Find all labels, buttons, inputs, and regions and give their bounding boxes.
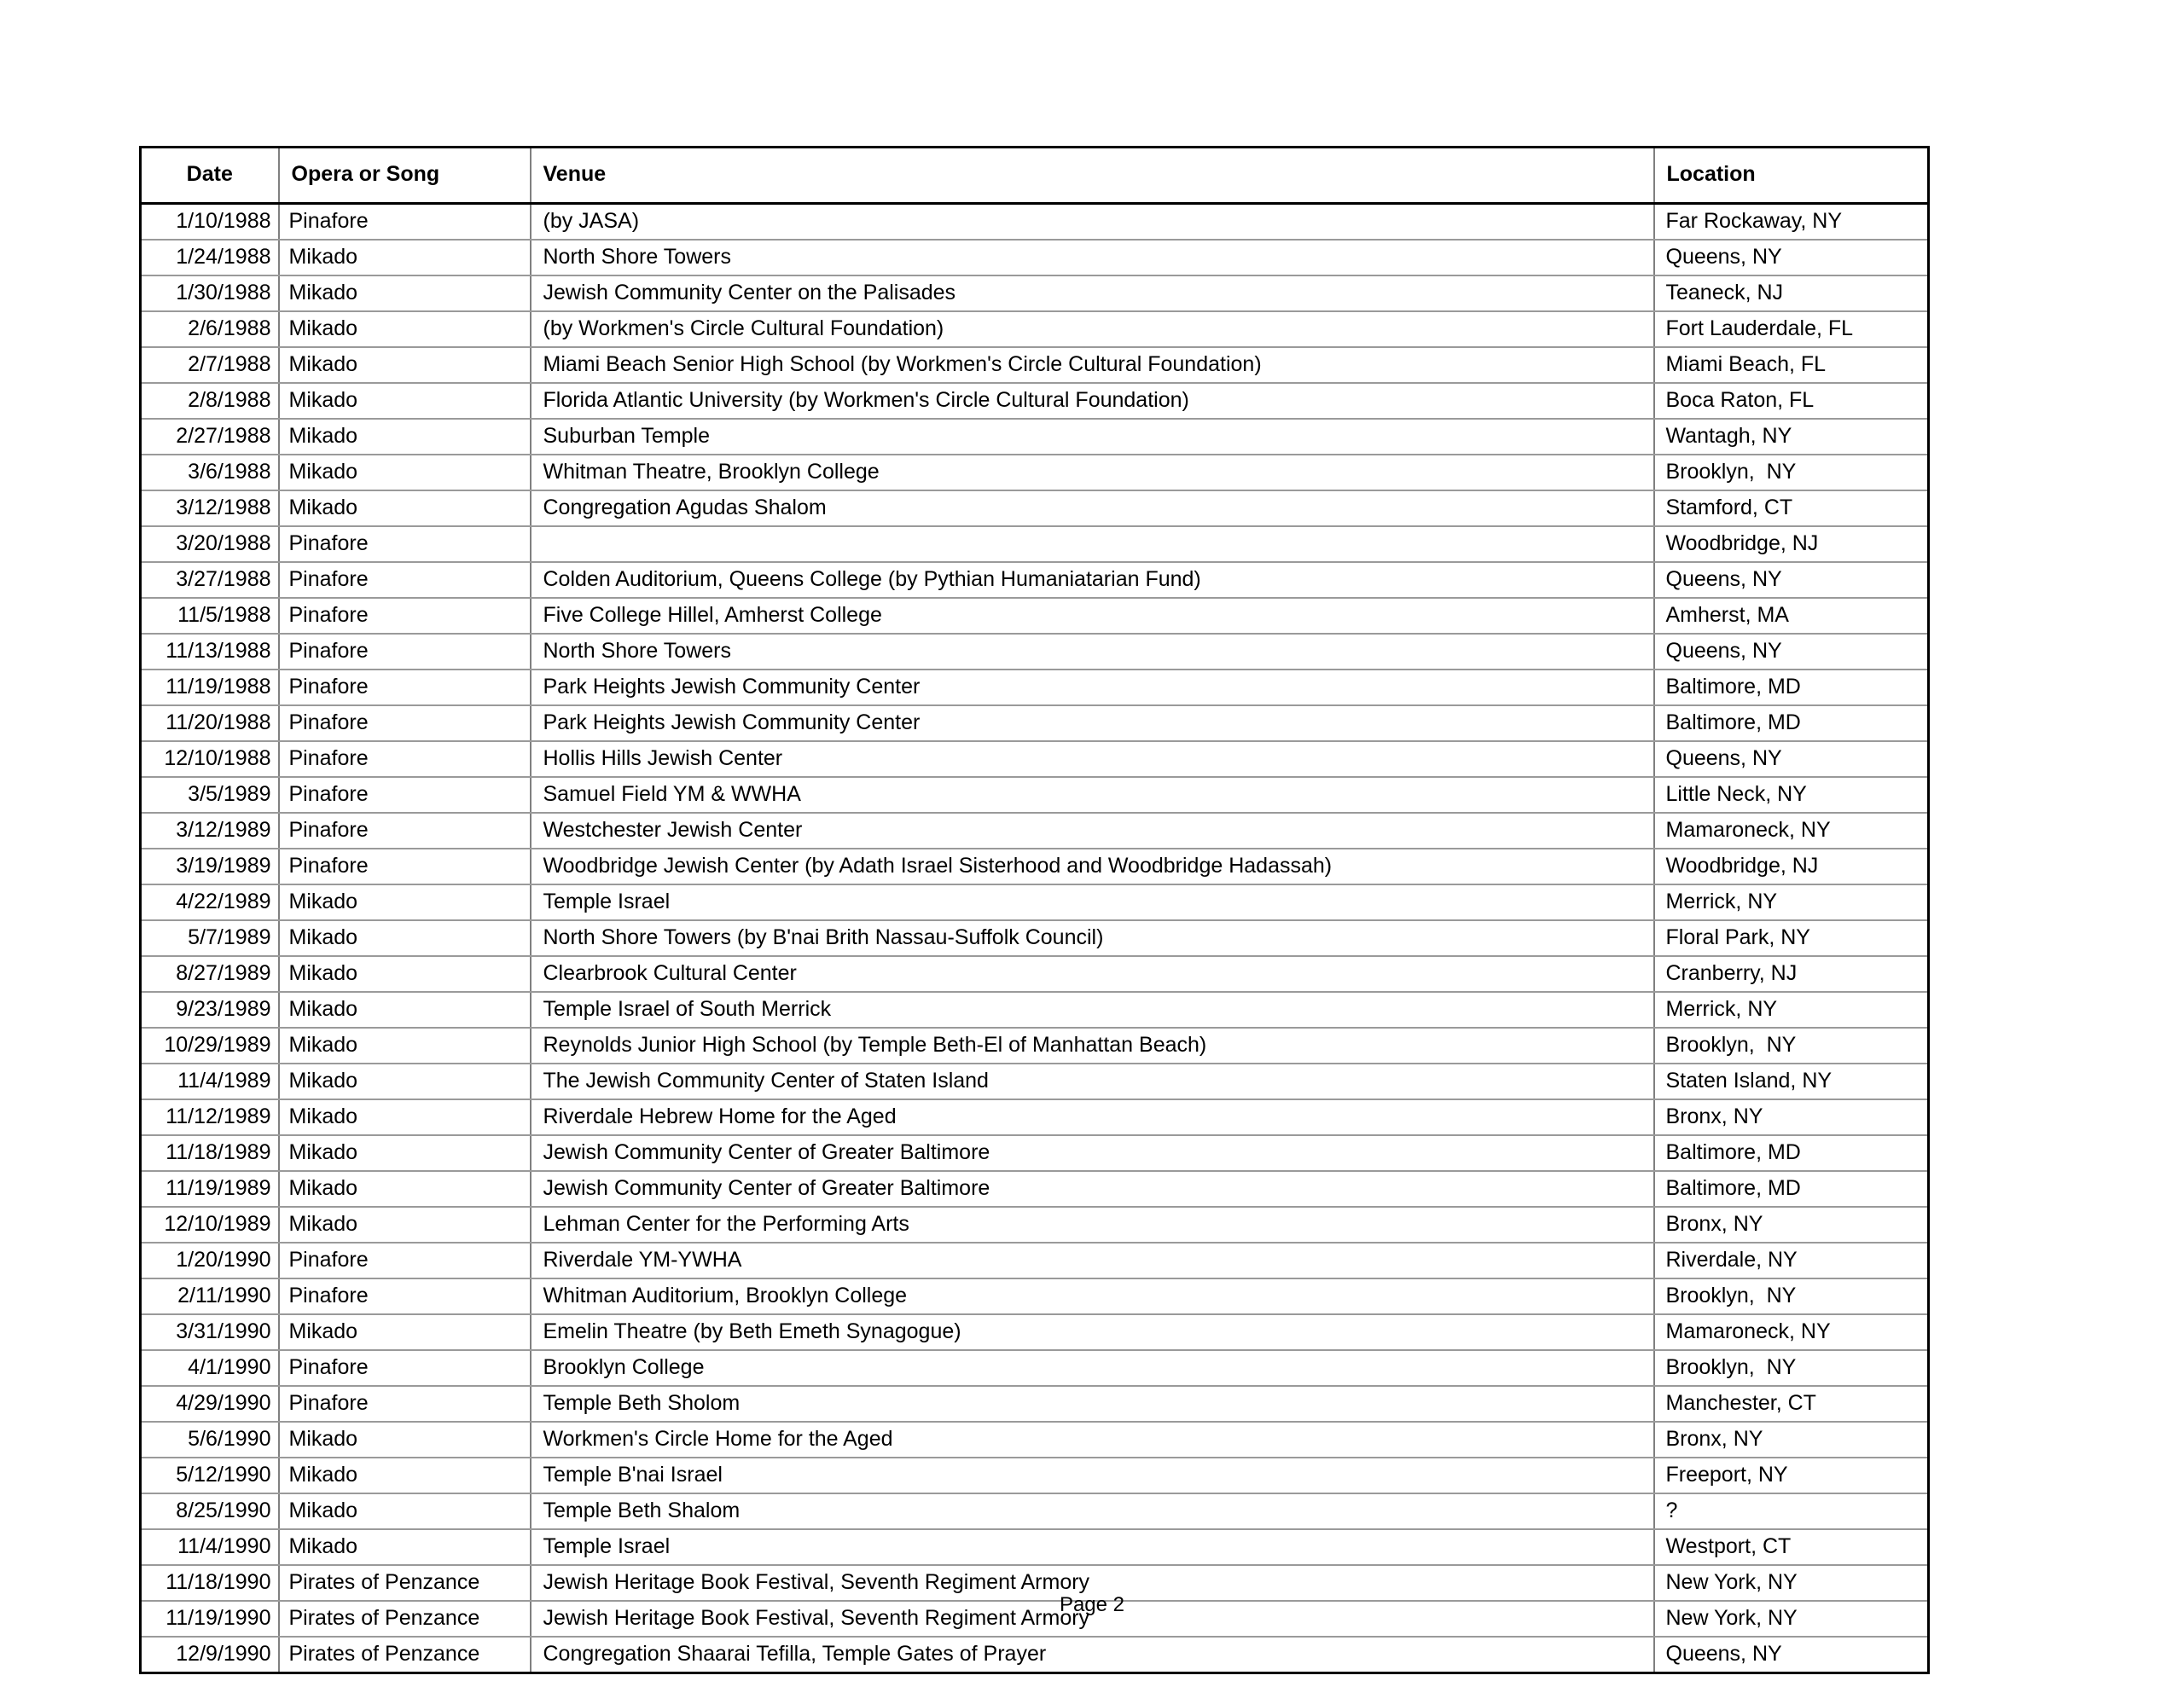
cell-venue: Jewish Heritage Book Festival, Seventh Regiment Armory <box>531 1601 1654 1637</box>
table-row <box>141 1314 1929 1350</box>
table-row <box>141 1243 1929 1278</box>
table-row <box>141 311 1929 347</box>
cell-date: 4/1/1990 <box>141 1350 279 1386</box>
column-header-opera: Opera or Song <box>279 148 531 204</box>
cell-opera: Pinafore <box>279 562 531 598</box>
cell-opera: Mikado <box>279 1135 531 1171</box>
cell-location: Queens, NY <box>1654 634 1929 670</box>
table-row <box>141 1350 1929 1386</box>
cell-opera: Mikado <box>279 347 531 383</box>
cell-venue: Samuel Field YM & WWHA <box>531 777 1654 813</box>
cell-opera: Pinafore <box>279 813 531 849</box>
cell-location: Woodbridge, NJ <box>1654 526 1929 562</box>
cell-opera: Pirates of Penzance <box>279 1637 531 1673</box>
cell-date: 3/12/1988 <box>141 490 279 526</box>
cell-opera: Pirates of Penzance <box>279 1601 531 1637</box>
cell-venue: Temple Beth Sholom <box>531 1386 1654 1422</box>
cell-opera: Mikado <box>279 419 531 455</box>
cell-opera: Mikado <box>279 1422 531 1458</box>
cell-location: Westport, CT <box>1654 1529 1929 1565</box>
cell-date: 11/19/1988 <box>141 670 279 705</box>
cell-opera: Pinafore <box>279 1350 531 1386</box>
cell-location: Woodbridge, NJ <box>1654 849 1929 884</box>
table-row <box>141 240 1929 275</box>
table-row <box>141 1529 1929 1565</box>
cell-opera: Mikado <box>279 1028 531 1064</box>
cell-date: 2/11/1990 <box>141 1278 279 1314</box>
cell-venue: Five College Hillel, Amherst College <box>531 598 1654 634</box>
table-header <box>141 148 1929 204</box>
cell-date: 10/29/1989 <box>141 1028 279 1064</box>
table-row <box>141 884 1929 920</box>
table-row <box>141 992 1929 1028</box>
cell-opera: Pinafore <box>279 1243 531 1278</box>
cell-date: 11/20/1988 <box>141 705 279 741</box>
cell-location: Manchester, CT <box>1654 1386 1929 1422</box>
cell-location: Stamford, CT <box>1654 490 1929 526</box>
cell-opera: Mikado <box>279 1099 531 1135</box>
table-row <box>141 490 1929 526</box>
cell-location: Baltimore, MD <box>1654 1171 1929 1207</box>
cell-location: Merrick, NY <box>1654 884 1929 920</box>
cell-opera: Pinafore <box>279 777 531 813</box>
cell-location: Brooklyn, NY <box>1654 1350 1929 1386</box>
cell-location: New York, NY <box>1654 1565 1929 1601</box>
cell-venue: Riverdale Hebrew Home for the Aged <box>531 1099 1654 1135</box>
cell-opera: Pinafore <box>279 849 531 884</box>
cell-location: Bronx, NY <box>1654 1422 1929 1458</box>
cell-location: Queens, NY <box>1654 240 1929 275</box>
table-row <box>141 526 1929 562</box>
cell-opera: Pinafore <box>279 526 531 562</box>
cell-date: 3/20/1988 <box>141 526 279 562</box>
cell-date: 12/10/1989 <box>141 1207 279 1243</box>
cell-location: Fort Lauderdale, FL <box>1654 311 1929 347</box>
cell-venue: Jewish Community Center of Greater Baltimore <box>531 1135 1654 1171</box>
cell-opera: Mikado <box>279 240 531 275</box>
table-row <box>141 1207 1929 1243</box>
table-row <box>141 813 1929 849</box>
table-row <box>141 1458 1929 1493</box>
cell-opera: Mikado <box>279 1493 531 1529</box>
cell-opera: Mikado <box>279 1171 531 1207</box>
table-row <box>141 275 1929 311</box>
table-row <box>141 956 1929 992</box>
cell-date: 3/12/1989 <box>141 813 279 849</box>
cell-date: 11/4/1990 <box>141 1529 279 1565</box>
cell-location: Floral Park, NY <box>1654 920 1929 956</box>
cell-opera: Pinafore <box>279 634 531 670</box>
cell-location: Far Rockaway, NY <box>1654 204 1929 241</box>
table-row <box>141 1422 1929 1458</box>
cell-venue: Congregation Shaarai Tefilla, Temple Gates of Prayer <box>531 1637 1654 1673</box>
cell-venue: Park Heights Jewish Community Center <box>531 705 1654 741</box>
cell-location: Baltimore, MD <box>1654 705 1929 741</box>
cell-venue: Suburban Temple <box>531 419 1654 455</box>
cell-venue <box>531 526 1654 562</box>
cell-location: Brooklyn, NY <box>1654 1278 1929 1314</box>
cell-opera: Pinafore <box>279 1386 531 1422</box>
cell-opera: Mikado <box>279 1064 531 1099</box>
cell-opera: Pinafore <box>279 741 531 777</box>
cell-venue: Woodbridge Jewish Center (by Adath Israel Sisterhood and Woodbridge Hadassah) <box>531 849 1654 884</box>
cell-date: 8/25/1990 <box>141 1493 279 1529</box>
cell-date: 5/7/1989 <box>141 920 279 956</box>
cell-venue: Colden Auditorium, Queens College (by Pythian Humaniatarian Fund) <box>531 562 1654 598</box>
cell-opera: Pinafore <box>279 670 531 705</box>
cell-venue: Hollis Hills Jewish Center <box>531 741 1654 777</box>
cell-opera: Mikado <box>279 383 531 419</box>
cell-location: Little Neck, NY <box>1654 777 1929 813</box>
cell-location: Baltimore, MD <box>1654 1135 1929 1171</box>
cell-date: 11/13/1988 <box>141 634 279 670</box>
cell-location: Mamaroneck, NY <box>1654 1314 1929 1350</box>
cell-venue: Whitman Auditorium, Brooklyn College <box>531 1278 1654 1314</box>
cell-venue: Florida Atlantic University (by Workmen's Circle Cultural Foundation) <box>531 383 1654 419</box>
table-row <box>141 204 1929 241</box>
table-row <box>141 670 1929 705</box>
table-row <box>141 383 1929 419</box>
table-row <box>141 777 1929 813</box>
table-row <box>141 347 1929 383</box>
cell-location: Teaneck, NJ <box>1654 275 1929 311</box>
cell-location: Baltimore, MD <box>1654 670 1929 705</box>
cell-venue: Jewish Heritage Book Festival, Seventh Regiment Armory <box>531 1565 1654 1601</box>
cell-location: Freeport, NY <box>1654 1458 1929 1493</box>
cell-date: 11/19/1989 <box>141 1171 279 1207</box>
cell-venue: North Shore Towers (by B'nai Brith Nassau-Suffolk Council) <box>531 920 1654 956</box>
cell-date: 11/4/1989 <box>141 1064 279 1099</box>
performance-schedule-table <box>139 146 1930 1674</box>
cell-opera: Mikado <box>279 1207 531 1243</box>
cell-location: ? <box>1654 1493 1929 1529</box>
cell-date: 3/31/1990 <box>141 1314 279 1350</box>
cell-opera: Mikado <box>279 1314 531 1350</box>
table-row <box>141 455 1929 490</box>
cell-venue: The Jewish Community Center of Staten Island <box>531 1064 1654 1099</box>
schedule-table-container <box>139 146 1927 1674</box>
cell-date: 1/10/1988 <box>141 204 279 241</box>
cell-date: 3/6/1988 <box>141 455 279 490</box>
cell-opera: Mikado <box>279 275 531 311</box>
cell-opera: Mikado <box>279 455 531 490</box>
cell-venue: Miami Beach Senior High School (by Workmen's Circle Cultural Foundation) <box>531 347 1654 383</box>
cell-venue: Jewish Community Center of Greater Baltimore <box>531 1171 1654 1207</box>
cell-date: 2/27/1988 <box>141 419 279 455</box>
cell-location: Mamaroneck, NY <box>1654 813 1929 849</box>
cell-date: 9/23/1989 <box>141 992 279 1028</box>
table-row <box>141 634 1929 670</box>
cell-venue: Temple Beth Shalom <box>531 1493 1654 1529</box>
cell-venue: Jewish Community Center on the Palisades <box>531 275 1654 311</box>
cell-opera: Mikado <box>279 992 531 1028</box>
cell-venue: Clearbrook Cultural Center <box>531 956 1654 992</box>
cell-date: 4/29/1990 <box>141 1386 279 1422</box>
cell-location: Amherst, MA <box>1654 598 1929 634</box>
cell-date: 5/12/1990 <box>141 1458 279 1493</box>
cell-date: 11/12/1989 <box>141 1099 279 1135</box>
table-header-row <box>141 148 1929 204</box>
cell-opera: Mikado <box>279 1458 531 1493</box>
cell-opera: Mikado <box>279 956 531 992</box>
cell-location: New York, NY <box>1654 1601 1929 1637</box>
cell-location: Riverdale, NY <box>1654 1243 1929 1278</box>
cell-location: Brooklyn, NY <box>1654 455 1929 490</box>
table-row <box>141 1278 1929 1314</box>
table-row <box>141 598 1929 634</box>
cell-venue: Westchester Jewish Center <box>531 813 1654 849</box>
column-header-venue: Venue <box>531 148 1654 204</box>
cell-venue: Congregation Agudas Shalom <box>531 490 1654 526</box>
cell-venue: Park Heights Jewish Community Center <box>531 670 1654 705</box>
cell-date: 1/20/1990 <box>141 1243 279 1278</box>
cell-date: 1/30/1988 <box>141 275 279 311</box>
cell-venue: North Shore Towers <box>531 240 1654 275</box>
table-row <box>141 705 1929 741</box>
cell-date: 2/8/1988 <box>141 383 279 419</box>
cell-location: Boca Raton, FL <box>1654 383 1929 419</box>
cell-location: Queens, NY <box>1654 741 1929 777</box>
cell-date: 3/19/1989 <box>141 849 279 884</box>
cell-venue: Workmen's Circle Home for the Aged <box>531 1422 1654 1458</box>
cell-venue: North Shore Towers <box>531 634 1654 670</box>
cell-location: Staten Island, NY <box>1654 1064 1929 1099</box>
cell-date: 8/27/1989 <box>141 956 279 992</box>
cell-location: Bronx, NY <box>1654 1207 1929 1243</box>
cell-location: Queens, NY <box>1654 562 1929 598</box>
cell-location: Cranberry, NJ <box>1654 956 1929 992</box>
cell-venue: Whitman Theatre, Brooklyn College <box>531 455 1654 490</box>
cell-location: Miami Beach, FL <box>1654 347 1929 383</box>
table-row <box>141 1637 1929 1673</box>
table-row <box>141 920 1929 956</box>
table-row <box>141 1493 1929 1529</box>
cell-venue: (by Workmen's Circle Cultural Foundation) <box>531 311 1654 347</box>
cell-venue: Emelin Theatre (by Beth Emeth Synagogue) <box>531 1314 1654 1350</box>
cell-venue: Temple Israel <box>531 1529 1654 1565</box>
cell-date: 11/18/1990 <box>141 1565 279 1601</box>
cell-venue: Lehman Center for the Performing Arts <box>531 1207 1654 1243</box>
cell-opera: Pinafore <box>279 598 531 634</box>
cell-opera: Pinafore <box>279 204 531 241</box>
cell-opera: Mikado <box>279 884 531 920</box>
cell-date: 4/22/1989 <box>141 884 279 920</box>
cell-opera: Mikado <box>279 311 531 347</box>
cell-opera: Pinafore <box>279 705 531 741</box>
table-body <box>141 204 1929 1673</box>
cell-opera: Pinafore <box>279 1278 531 1314</box>
cell-venue: Temple Israel <box>531 884 1654 920</box>
cell-date: 3/27/1988 <box>141 562 279 598</box>
cell-venue: Temple B'nai Israel <box>531 1458 1654 1493</box>
column-header-location: Location <box>1654 148 1929 204</box>
cell-venue: Riverdale YM-YWHA <box>531 1243 1654 1278</box>
cell-venue: Brooklyn College <box>531 1350 1654 1386</box>
cell-date: 11/5/1988 <box>141 598 279 634</box>
cell-date: 12/10/1988 <box>141 741 279 777</box>
cell-location: Brooklyn, NY <box>1654 1028 1929 1064</box>
cell-location: Bronx, NY <box>1654 1099 1929 1135</box>
table-row <box>141 849 1929 884</box>
cell-venue: Temple Israel of South Merrick <box>531 992 1654 1028</box>
table-row <box>141 741 1929 777</box>
cell-date: 12/9/1990 <box>141 1637 279 1673</box>
table-row <box>141 1171 1929 1207</box>
table-row <box>141 1099 1929 1135</box>
table-row <box>141 1064 1929 1099</box>
cell-location: Wantagh, NY <box>1654 419 1929 455</box>
column-header-date: Date <box>141 148 279 204</box>
cell-date: 11/18/1989 <box>141 1135 279 1171</box>
cell-opera: Mikado <box>279 920 531 956</box>
cell-date: 2/6/1988 <box>141 311 279 347</box>
cell-location: Merrick, NY <box>1654 992 1929 1028</box>
cell-venue: (by JASA) <box>531 204 1654 241</box>
cell-opera: Mikado <box>279 490 531 526</box>
cell-opera: Mikado <box>279 1529 531 1565</box>
table-row <box>141 1386 1929 1422</box>
table-row <box>141 419 1929 455</box>
cell-opera: Pirates of Penzance <box>279 1565 531 1601</box>
cell-date: 1/24/1988 <box>141 240 279 275</box>
cell-date: 2/7/1988 <box>141 347 279 383</box>
cell-date: 5/6/1990 <box>141 1422 279 1458</box>
table-row <box>141 1028 1929 1064</box>
table-row <box>141 562 1929 598</box>
table-row <box>141 1135 1929 1171</box>
cell-date: 3/5/1989 <box>141 777 279 813</box>
cell-location: Queens, NY <box>1654 1637 1929 1673</box>
cell-venue: Reynolds Junior High School (by Temple Beth-El of Manhattan Beach) <box>531 1028 1654 1064</box>
cell-date: 11/19/1990 <box>141 1601 279 1637</box>
page-footer: Page 2 <box>1059 1593 1125 1616</box>
